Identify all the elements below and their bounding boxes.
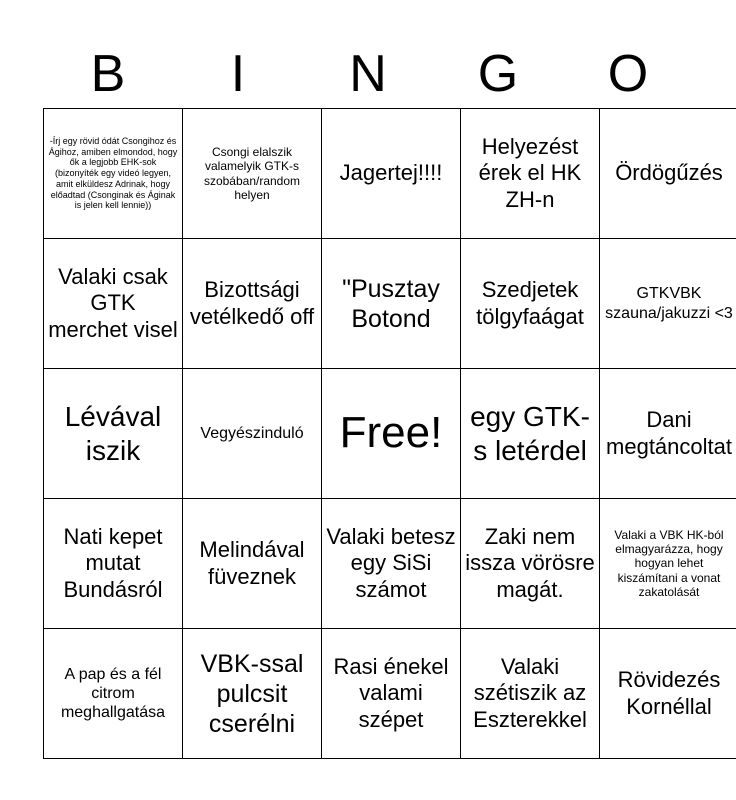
bingo-cell[interactable]: Melindával füveznek: [183, 499, 322, 629]
bingo-cell[interactable]: Lévával iszik: [44, 369, 183, 499]
header-letter-n: N: [349, 45, 387, 103]
bingo-cell[interactable]: "Pusztay Botond: [322, 239, 461, 369]
bingo-cell[interactable]: Vegyészinduló: [183, 369, 322, 499]
free-cell[interactable]: Free!: [322, 369, 461, 499]
bingo-header: [43, 40, 693, 108]
board-row: [44, 109, 736, 239]
bingo-cell[interactable]: Bizottsági vetélkedő off: [183, 239, 322, 369]
board-row: [44, 369, 736, 499]
board-row: [44, 239, 736, 369]
header-letter-b: B: [90, 45, 126, 103]
bingo-cell[interactable]: Rasi énekel valami szépet: [322, 629, 461, 759]
bingo-board: [43, 108, 736, 759]
bingo-cell[interactable]: egy GTK-s letérdel: [461, 369, 600, 499]
bingo-cell[interactable]: Zaki nem issza vörösre magát.: [461, 499, 600, 629]
bingo-cell[interactable]: Valaki a VBK HK-ból elmagyarázza, hogy hogyan lehet kiszámítani a vonat zakatolását: [600, 499, 736, 629]
bingo-cell[interactable]: A pap és a fél citrom meghallgatása: [44, 629, 183, 759]
bingo-cell[interactable]: Jagertej!!!!: [322, 109, 461, 239]
bingo-cell[interactable]: Ördögűzés: [600, 109, 736, 239]
bingo-cell[interactable]: VBK-ssal pulcsit cserélni: [183, 629, 322, 759]
board-row: [44, 499, 736, 629]
bingo-cell[interactable]: Szedjetek tölgyfaágat: [461, 239, 600, 369]
bingo-cell[interactable]: Valaki betesz egy SiSi számot: [322, 499, 461, 629]
bingo-cell[interactable]: Valaki csak GTK merchet visel: [44, 239, 183, 369]
header-letter-g: G: [477, 45, 519, 103]
board-row: [44, 629, 736, 759]
header-letter-o: O: [607, 45, 649, 103]
bingo-cell[interactable]: Csongi elalszik valamelyik GTK-s szobában/random helyen: [183, 109, 322, 239]
bingo-cell[interactable]: -Írj egy rövid ódát Csongihoz és Ágihoz, amiben elmondod, hogy ők a legjobb EHK-sok (bizonyíték egy videó legyen, amit elküldesz Adrinak, hogy előadtad (Csonginak és Áginak is jelen kell lennie)): [44, 109, 183, 239]
bingo-cell[interactable]: Dani megtáncoltat: [600, 369, 736, 499]
bingo-cell[interactable]: Rövidezés Kornéllal: [600, 629, 736, 759]
header-letter-i: I: [230, 45, 246, 103]
bingo-cell[interactable]: Nati kepet mutat Bundásról: [44, 499, 183, 629]
bingo-cell[interactable]: Helyezést érek el HK ZH-n: [461, 109, 600, 239]
bingo-cell[interactable]: GTKVBK szauna/jakuzzi <3: [600, 239, 736, 369]
bingo-cell[interactable]: Valaki szétiszik az Eszterekkel: [461, 629, 600, 759]
